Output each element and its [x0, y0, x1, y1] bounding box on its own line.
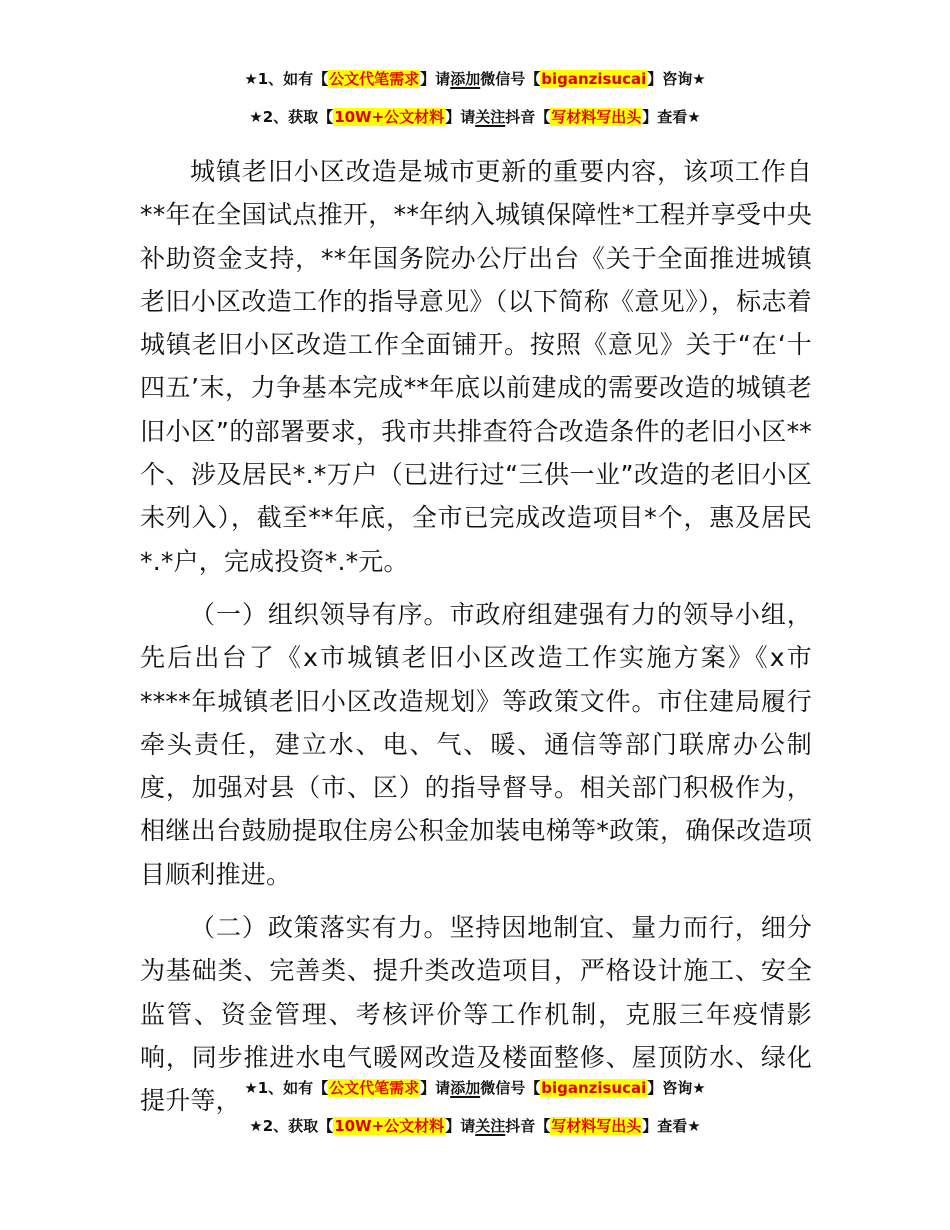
promo-banner-line-2-top: [0, 106, 950, 128]
banner-text: ★1、如有【: [244, 1079, 329, 1097]
banner-text: 】请: [420, 70, 451, 88]
banner-text: 】咨询★: [647, 70, 706, 88]
banner-highlight-service: 公文代笔需求: [329, 70, 420, 88]
promo-banner-line-2-bottom: [0, 1115, 950, 1137]
banner-highlight-wechat-id: biganzisucai: [541, 70, 647, 88]
banner-underlined-text: 添加: [450, 70, 481, 88]
promo-banner-line-1-top: [0, 68, 950, 90]
banner-text: ★2、获取【: [249, 108, 334, 126]
paragraph-policy: （二）政策落实有力。坚持因地制宜、量力而行，细分为基础类、完善类、提升类改造项目，严格设计施工、安全监管、资金管理、考核评价等工作机制，克服三年疫情影响，同步推进水电气暖网改造及楼面整修、屋顶防水、绿化提升等，: [140, 913, 812, 1116]
banner-underlined-text: 添加: [450, 1079, 481, 1097]
banner-text: 微信号【: [480, 70, 541, 88]
banner-highlight-materials: 10W+公文材料: [334, 108, 445, 126]
banner-highlight-materials: 10W+公文材料: [334, 1117, 445, 1135]
paragraph-organization: （一）组织领导有序。市政府组建强有力的领导小组，先后出台了《x市城镇老旧小区改造工作实施方案》《x市****年城镇老旧小区改造规划》等政策文件。市住建局履行牵头责任，建立水、电、气、暖、通信等部门联席办公制度，加强对县（市、区）的指导督导。相关部门积极作为，相继出台鼓励提取住房公积金加装电梯等*政策，确保改造项目顺利推进。: [140, 599, 812, 889]
banner-text: 】查看★: [642, 1117, 701, 1135]
banner-text: 微信号【: [480, 1079, 541, 1097]
banner-highlight-service: 公文代笔需求: [329, 1079, 420, 1097]
banner-text: 抖音【: [505, 108, 551, 126]
paragraph-intro: 城镇老旧小区改造是城市更新的重要内容，该项工作自**年在全国试点推开，**年纳入城镇保障性*工程并享受中央补助资金支持，**年国务院办公厅出台《关于全面推进城镇老旧小区改造工作的指导意见》（以下简称《意见》），标志着城镇老旧小区改造工作全面铺开。按照《意见》关于“在‘十四五’末，力争基本完成**年底以前建成的需要改造的城镇老旧小区”的部署要求，我市共排查符合改造条件的老旧小区**个、涉及居民*.*万户（已进行过“三供一业”改造的老旧小区未列入），截至**年底，全市已完成改造项目*个，惠及居民*.*户，完成投资*.*元。: [140, 157, 812, 576]
banner-text: 抖音【: [505, 1117, 551, 1135]
banner-highlight-wechat-id: biganzisucai: [541, 1079, 647, 1097]
banner-text: ★1、如有【: [244, 70, 329, 88]
banner-underlined-text: 关注: [475, 1117, 506, 1135]
banner-text: 】咨询★: [647, 1079, 706, 1097]
banner-text: 】请: [420, 1079, 451, 1097]
banner-highlight-douyin-account: 写材料写出头: [551, 1117, 642, 1135]
banner-text: ★2、获取【: [249, 1117, 334, 1135]
banner-text: 】查看★: [642, 108, 701, 126]
banner-text: 】请: [445, 108, 476, 126]
promo-banner-line-1-bottom: [0, 1077, 950, 1099]
banner-text: 】请: [445, 1117, 476, 1135]
banner-highlight-douyin-account: 写材料写出头: [551, 108, 642, 126]
document-body: [140, 150, 812, 1133]
banner-underlined-text: 关注: [475, 108, 506, 126]
